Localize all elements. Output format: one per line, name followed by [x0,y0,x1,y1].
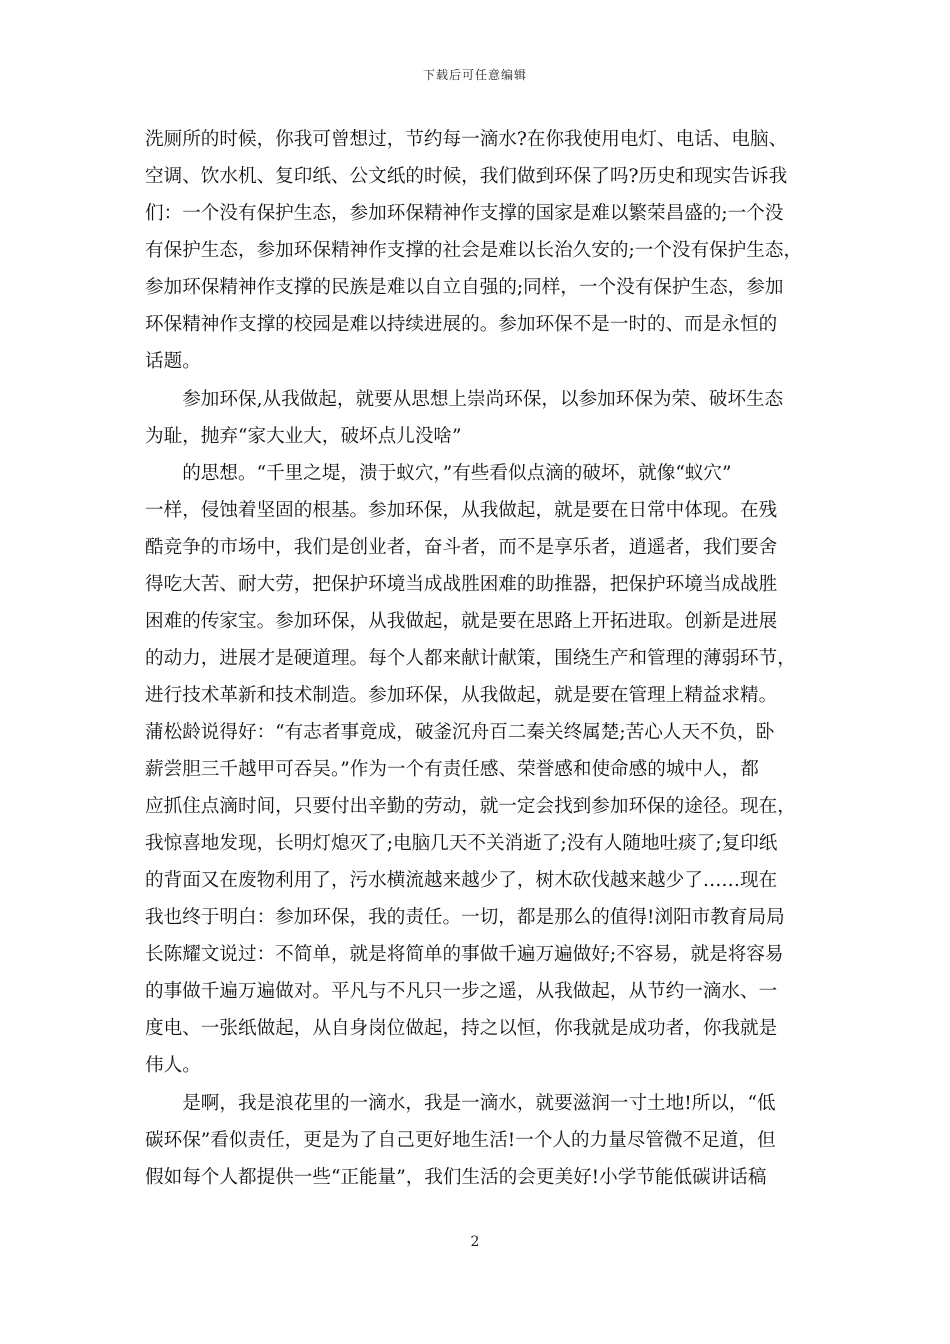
body-text-line: 有保护生态，参加环保精神作支撑的社会是难以长治久安的;一个没有保护生态， [145,240,803,261]
body-text-line: 碳环保”看似责任，更是为了自己更好地生活!一个人的力量尽管微不足道，但 [145,1130,776,1151]
body-text-line: 度电、一张纸做起，从自身岗位做起，持之以恒，你我就是成功者，你我就是 [145,1018,778,1039]
body-text-line: 的背面又在废物利用了，污水横流越来越少了，树木砍伐越来越少了……现在 [145,870,778,891]
page-number: 2 [470,1234,480,1250]
body-text-line: 的事做千遍万遍做对。平凡与不凡只一步之遥，从我做起，从节约一滴水、一 [145,981,778,1002]
page-header: 下载后可任意编辑 [422,68,527,82]
body-text-line: 的动力，进展才是硬道理。每个人都来献计献策，围绕生产和管理的薄弱环节， [145,648,796,669]
body-text-line: 为耻，抛弃“家大业大，破坏点儿没啥” [145,426,462,447]
body-text-line: 得吃大苦、耐大劳，把保护环境当成战胜困难的助推器，把保护环境当成战胜 [145,574,778,595]
body-text-line: 长陈耀文说过：不简单，就是将简单的事做千遍万遍做好;不容易，就是将容易 [145,944,784,965]
body-text-line: 我也终于明白：参加环保，我的责任。一切，都是那么的值得!浏阳市教育局局 [145,907,785,928]
body-text-line: 蒲松龄说得好：“有志者事竟成，破釜沉舟百二秦关终属楚;苦心人天不负，卧 [145,722,775,743]
body-text-line: 话题。 [145,351,201,372]
body-text-line: 的思想。“千里之堤，溃于蚁穴，”有些看似点滴的破坏，就像“蚁穴” [145,463,732,484]
body-text-line: 薪尝胆三千越甲可吞吴。”作为一个有责任感、荣誉感和使命感的城中人，都 [145,759,759,780]
body-text-line: 参加环保精神作支撑的民族是难以自立自强的;同样，一个没有保护生态，参加 [145,277,784,298]
body-text-line: 们：一个没有保护生态，参加环保精神作支撑的国家是难以繁荣昌盛的;一个没 [145,203,784,224]
body-text-line: 酷竞争的市场中，我们是创业者，奋斗者，而不是享乐者，逍遥者，我们要舍 [145,537,778,558]
body-text-line: 环保精神作支撑的校园是难以持续进展的。参加环保不是一时的、而是永恒的 [145,314,778,335]
body-text-line: 困难的传家宝。参加环保，从我做起，就是要在思路上开拓进取。创新是进展 [145,611,778,632]
body-text-line: 是啊，我是浪花里的一滴水，我是一滴水，就要滋润一寸土地!所以，“低 [145,1093,776,1114]
body-text-line: 我惊喜地发现，长明灯熄灭了;电脑几天不关消逝了;没有人随地吐痰了;复印纸 [145,833,778,854]
body-text-line: 洗厕所的时候，你我可曾想过，节约每一滴水?在你我使用电灯、电话、电脑、 [145,129,788,150]
body-text-line: 一样，侵蚀着坚固的根基。参加环保，从我做起，就是要在日常中体现。在残 [145,500,778,521]
body-text-line: 参加环保,从我做起，就要从思想上崇尚环保，以参加环保为荣、破坏生态 [145,389,784,410]
body-text-line: 假如每个人都提供一些“正能量”，我们生活的会更美好!小学节能低碳讲话稿 [145,1167,767,1188]
body-text-line: 应抓住点滴时间，只要付出辛勤的劳动，就一定会找到参加环保的途径。现在， [145,796,796,817]
body-text-line: 伟人。 [145,1055,201,1076]
body-text-line: 空调、饮水机、复印纸、公文纸的时候，我们做到环保了吗?历史和现实告诉我 [145,166,788,187]
body-text-line: 进行技术革新和技术制造。参加环保，从我做起，就是要在管理上精益求精。 [145,685,778,706]
